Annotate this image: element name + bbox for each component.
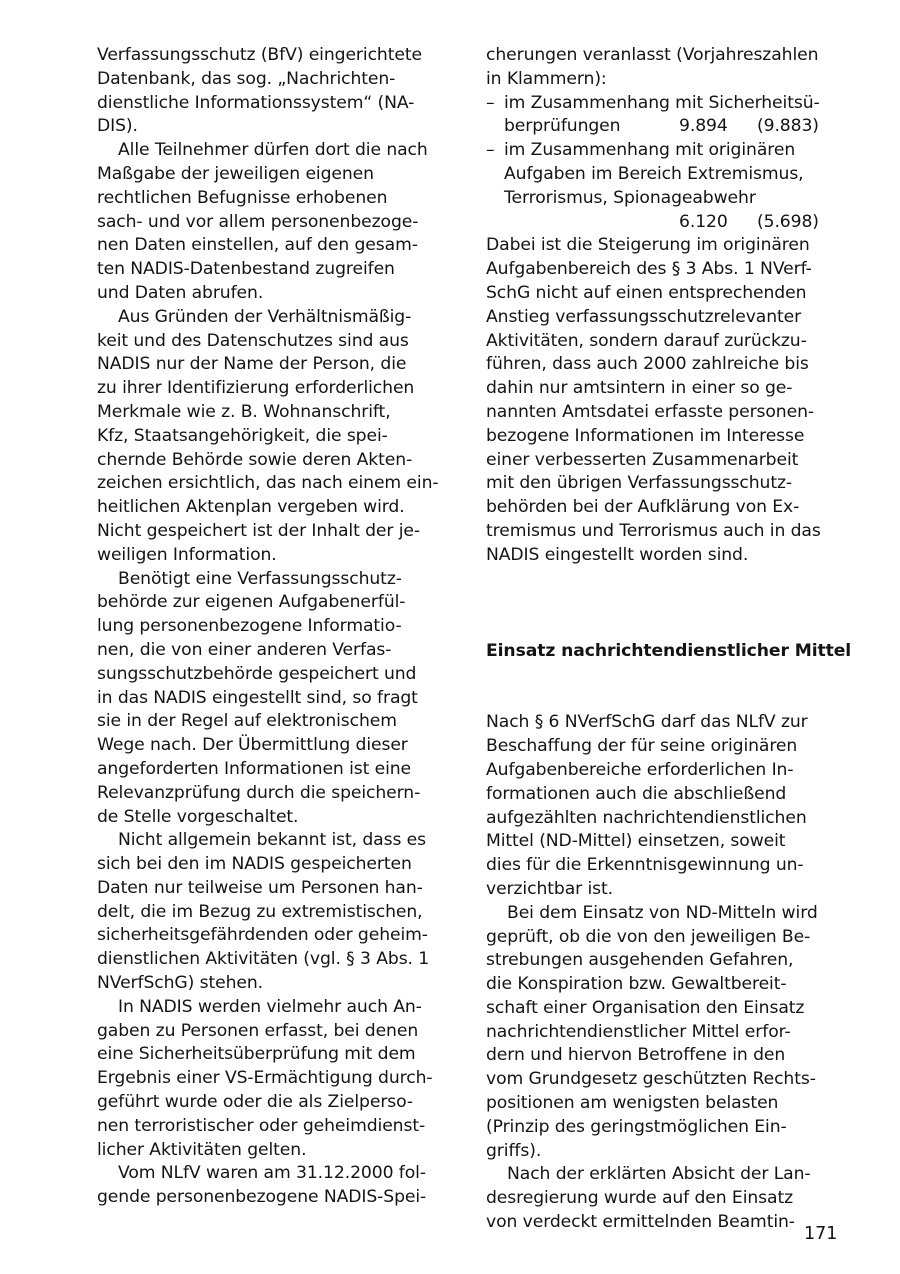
text-line: weiligen Information.: [97, 544, 277, 565]
text-line: Nach der erklärten Absicht der Lan-: [507, 1164, 811, 1185]
text-line: geführt wurde oder die als Zielperso-: [97, 1092, 413, 1113]
text-line: delt, die im Bezug zu extremistischen,: [97, 901, 423, 922]
text-line: gende personenbezogene NADIS-Spei-: [97, 1187, 427, 1208]
intro-text: [486, 44, 846, 92]
text-line: keit und des Datenschutzes sind aus: [97, 330, 409, 351]
text-line: schaft einer Organisation den Einsatz: [486, 997, 805, 1018]
text-line: Nach § 6 NVerfSchG darf das NLfV zur: [486, 712, 808, 733]
text-line: Bei dem Einsatz von ND-Mitteln wird: [507, 902, 818, 923]
text-line: In NADIS werden vielmehr auch An-: [118, 996, 422, 1017]
text-line: führen, dass auch 2000 zahlreiche bis: [486, 354, 809, 375]
text-line: Beschaffung der für seine originären: [486, 736, 798, 757]
statistic-value: 9.894: [679, 116, 728, 137]
text-line: Ergebnis einer VS-Ermächtigung durch-: [97, 1068, 433, 1089]
text-line: licher Aktivitäten gelten.: [97, 1139, 307, 1160]
section-body: [486, 711, 846, 1235]
text-line: strebungen ausgehenden Gefahren,: [486, 950, 794, 971]
text-line: de Stelle vorgeschaltet.: [97, 806, 299, 827]
text-line: dienstlichen Aktivitäten (vgl. § 3 Abs. 1: [97, 949, 430, 970]
statistic-previous-value: (9.883): [757, 116, 819, 137]
text-line: in das NADIS eingestellt sind, so fragt: [97, 687, 418, 708]
text-line: sach- und vor allem personenbezoge-: [97, 211, 419, 232]
list-item-text: Terrorismus, Spionageabwehr: [504, 187, 756, 208]
section-heading: Einsatz nachrichtendienstlicher Mittel: [486, 640, 852, 661]
text-line: NVerfSchG) stehen.: [97, 973, 264, 994]
text-line: formationen auch die abschließend: [486, 783, 787, 804]
text-line: Anstieg verfassungsschutzrelevanter: [486, 306, 802, 327]
text-line: griffs).: [486, 1140, 542, 1161]
text-line: von verdeckt ermittelnden Beamtin-: [486, 1212, 795, 1233]
text-line: NADIS nur der Name der Person, die: [97, 354, 407, 375]
text-line: Aus Gründen der Verhältnismäßig-: [118, 306, 412, 327]
text-line: Maßgabe der jeweiligen eigenen: [97, 163, 374, 184]
text-line: Merkmale wie z. B. Wohnanschrift,: [97, 401, 391, 422]
text-line: Relevanzprüfung durch die speichern-: [97, 782, 421, 803]
text-line: nen, die von einer anderen Verfas-: [97, 639, 392, 660]
text-line: SchG nicht auf einen entsprechenden: [486, 282, 807, 303]
text-line: zeichen ersichtlich, das nach einem ein-: [97, 473, 439, 494]
statistic-label: berprüfungen: [504, 116, 621, 137]
text-line: bezogene Informationen im Interesse: [486, 425, 805, 446]
list-item: [486, 92, 846, 140]
text-line: behörde zur eigenen Aufgabenerfül-: [97, 592, 406, 613]
text-line: verzichtbar ist.: [486, 878, 613, 899]
dash-bullet: –: [486, 140, 495, 161]
text-line: Aufgabenbereich des § 3 Abs. 1 NVerf-: [486, 259, 812, 280]
text-line: nen Daten einstellen, auf den gesam-: [97, 235, 418, 256]
text-line: aufgezählten nachrichtendienstlichen: [486, 807, 807, 828]
text-line: heitlichen Aktenplan vergeben wird.: [97, 497, 405, 518]
text-line: Benötigt eine Verfassungsschutz-: [118, 568, 402, 589]
list-item-text: Aufgaben im Bereich Extremismus,: [504, 163, 804, 184]
text-line: Alle Teilnehmer dürfen dort die nach: [118, 140, 428, 161]
text-line: angeforderten Informationen ist eine: [97, 758, 412, 779]
text-line: zu ihrer Identifizierung erforderlichen: [97, 378, 415, 399]
text-line: cherungen veranlasst (Vorjahreszahlen: [486, 45, 819, 65]
text-line: die Konspiration bzw. Gewaltbereit-: [486, 974, 787, 995]
text-line: nannten Amtsdatei erfasste personen-: [486, 401, 814, 422]
list-item-line: [486, 187, 846, 211]
text-line: Wege nach. Der Übermittlung dieser: [97, 735, 408, 756]
text-line: Dabei ist die Steigerung im originären: [486, 235, 810, 256]
text-line: Daten nur teilweise um Personen han-: [97, 877, 423, 898]
statistic-row: [486, 211, 846, 235]
text-line: DIS).: [97, 116, 138, 137]
text-line: behörden bei der Aufklärung von Ex-: [486, 497, 800, 518]
text-line: Verfassungsschutz (BfV) eingerichtete: [97, 45, 422, 65]
statistics-list: [486, 92, 846, 235]
text-line: Datenbank, das sog. „Nachrichten-: [97, 68, 396, 89]
text-line: einer verbesserten Zusammenarbeit: [486, 449, 799, 470]
text-line: gaben zu Personen erfasst, bei denen: [97, 1020, 419, 1041]
list-item-line: [486, 92, 846, 116]
list-item: [486, 139, 846, 234]
text-line: positionen am wenigsten belasten: [486, 1093, 779, 1114]
statistic-row: [486, 115, 846, 139]
text-line: Nicht allgemein bekannt ist, dass es: [118, 830, 426, 851]
text-line: mit den übrigen Verfassungsschutz-: [486, 473, 793, 494]
text-line: chernde Behörde sowie deren Akten-: [97, 449, 413, 470]
text-line: sich bei den im NADIS gespeicherten: [97, 854, 412, 875]
explanation-paragraph: [486, 234, 846, 567]
text-line: eine Sicherheitsüberprüfung mit dem: [97, 1044, 416, 1065]
text-line: (Prinzip des geringstmöglichen Ein-: [486, 1116, 787, 1137]
text-line: sungsschutzbehörde gespeichert und: [97, 663, 417, 684]
text-line: geprüft, ob die von den jeweiligen Be-: [486, 926, 811, 947]
text-line: und Daten abrufen.: [97, 282, 264, 303]
text-line: dies für die Erkenntnisgewinnung un-: [486, 855, 804, 876]
list-item-line: [486, 139, 846, 163]
text-line: in Klammern):: [486, 68, 607, 89]
page-number: 171: [804, 1224, 838, 1244]
statistic-value: 6.120: [679, 211, 728, 232]
text-line: dienstliche Informationssystem“ (NA-: [97, 92, 415, 113]
text-line: tremismus und Terrorismus auch in das: [486, 520, 821, 541]
text-line: nachrichtendienstlicher Mittel erfor-: [486, 1021, 791, 1042]
statistic-previous-value: (5.698): [757, 211, 819, 232]
text-line: Aktivitäten, sondern darauf zurückzu-: [486, 330, 807, 351]
text-line: ten NADIS-Datenbestand zugreifen: [97, 259, 395, 280]
left-column: [97, 44, 457, 1210]
text-line: Vom NLfV waren am 31.12.2000 fol-: [118, 1163, 426, 1184]
list-item-line: [486, 163, 846, 187]
text-line: vom Grundgesetz geschützten Rechts-: [486, 1069, 816, 1090]
text-line: rechtlichen Befugnisse erhobenen: [97, 187, 388, 208]
text-line: Aufgabenbereiche erforderlichen In-: [486, 759, 794, 780]
list-item-text: im Zusammenhang mit Sicherheitsü-: [504, 92, 820, 113]
text-line: dern und hiervon Betroffene in den: [486, 1045, 786, 1066]
text-line: Nicht gespeichert ist der Inhalt der je-: [97, 520, 420, 541]
text-line: Kfz, Staatsangehörigkeit, die spei-: [97, 425, 388, 446]
text-line: sie in der Regel auf elektronischem: [97, 711, 397, 732]
list-item-text: im Zusammenhang mit originären: [504, 140, 796, 161]
text-line: sicherheitsgefährdenden oder geheim-: [97, 925, 428, 946]
text-line: NADIS eingestellt worden sind.: [486, 544, 749, 565]
right-column: [486, 44, 852, 1235]
text-line: lung personenbezogene Informatio-: [97, 616, 402, 637]
text-line: dahin nur amtsintern in einer so ge-: [486, 378, 793, 399]
text-line: nen terroristischer oder geheimdienst-: [97, 1115, 426, 1136]
text-line: desregierung wurde auf den Einsatz: [486, 1188, 794, 1209]
text-line: Mittel (ND-Mittel) einsetzen, soweit: [486, 831, 786, 852]
dash-bullet: –: [486, 92, 495, 113]
